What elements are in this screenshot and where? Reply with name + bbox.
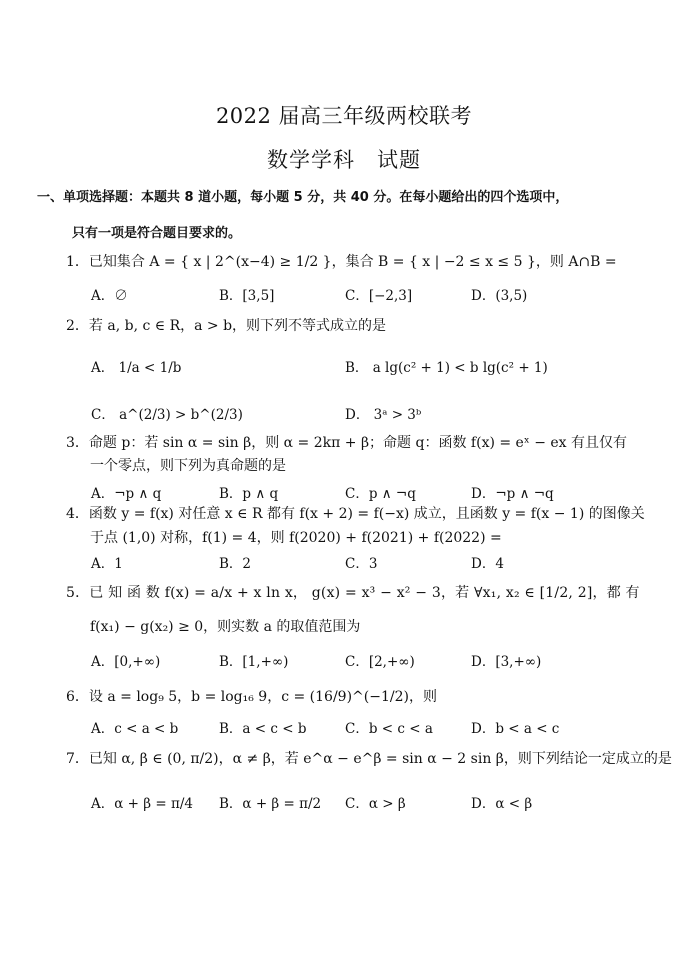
question-2-option-b: B． a lg(c² + 1) < b lg(c² + 1) [345,360,548,376]
question-3-option-b: B．p ∧ q [219,486,279,502]
question-7-stem: 7．已知 α, β ∈ (0, π/2)，α ≠ β，若 e^α − e^β = sin α − 2 sin β，则下列结论一定成立的是 [66,751,672,767]
question-4-stem-line2: 于点 (1,0) 对称，f(1) = 4，则 f(2020) + f(2021) + f(2022) = [90,530,502,546]
question-7-option-c: C．α > β [345,796,406,812]
question-5-stem-line2: f(x₁) − g(x₂) ≥ 0，则实数 a 的取值范围为 [90,619,361,635]
question-3-option-d: D．¬p ∧ ¬q [471,486,554,502]
question-6-option-c: C．b < c < a [345,721,433,737]
exam-title: 2022 届高三年级两校联考 [215,104,473,128]
question-1-stem: 1．已知集合 A = { x | 2^(x−4) ≥ 1/2 }，集合 B = { x | −2 ≤ x ≤ 5 }，则 A∩B = [66,254,617,270]
question-3-option-c: C．p ∧ ¬q [345,486,416,502]
question-7-option-b: B．α + β = π/2 [219,796,322,812]
question-2-option-d: D． 3ᵃ > 3ᵇ [345,407,422,423]
question-5-option-a: A．[0,+∞) [91,654,161,670]
question-1-option-c: C．[−2,3] [345,288,413,304]
question-5-option-b: B．[1,+∞) [219,654,289,670]
question-6-option-a: A．c < a < b [91,721,179,737]
question-3-option-a: A．¬p ∧ q [91,486,162,502]
question-5-option-c: C．[2,+∞) [345,654,415,670]
exam-subtitle: 数学学科 试题 [267,148,421,172]
question-1-option-b: B．[3,5] [219,288,275,304]
question-2-option-a: A． 1/a < 1/b [91,360,182,376]
section-instructions-line1: 一、单项选择题：本题共 8 道小题，每小题 5 分，共 40 分。在每小题给出的四个选项中， [37,190,569,205]
question-4-option-a: A．1 [91,556,123,572]
question-6-stem: 6．设 a = log₉ 5，b = log₁₆ 9，c = (16/9)^(−1/2)，则 [66,689,437,705]
question-2-option-c: C． a^(2/3) > b^(2/3) [91,407,243,423]
question-2-stem: 2．若 a, b, c ∈ R，a > b，则下列不等式成立的是 [66,318,387,334]
question-7-option-a: A．α + β = π/4 [91,796,193,812]
question-4-option-c: C．3 [345,556,378,572]
question-6-option-b: B．a < c < b [219,721,307,737]
question-3-stem: 3．命题 p：若 sin α = sin β，则 α = 2kπ + β；命题 q：函数 f(x) = eˣ − ex 有且仅有 [66,435,628,451]
question-1-option-d: D．(3,5) [471,288,528,304]
question-4-option-d: D．4 [471,556,504,572]
question-6-option-d: D．b < a < c [471,721,560,737]
section-instructions-line2: 只有一项是符合题目要求的。 [72,226,242,241]
question-4-stem: 4．函数 y = f(x) 对任意 x ∈ R 都有 f(x + 2) = f(−x) 成立，且函数 y = f(x − 1) 的图像关 [66,506,645,522]
question-4-option-b: B．2 [219,556,252,572]
question-5-stem: 5．已 知 函 数 f(x) = a/x + x ln x， g(x) = x³ − x² − 3，若 ∀x₁, x₂ ∈ [1/2, 2]，都 有 [66,585,640,601]
question-1-option-a: A．∅ [91,288,128,304]
question-3-stem-line2: 一个零点，则下列为真命题的是 [90,458,286,474]
question-5-option-d: D．[3,+∞) [471,654,542,670]
section-instructions [37,180,657,252]
question-7-option-d: D．α < β [471,796,533,812]
